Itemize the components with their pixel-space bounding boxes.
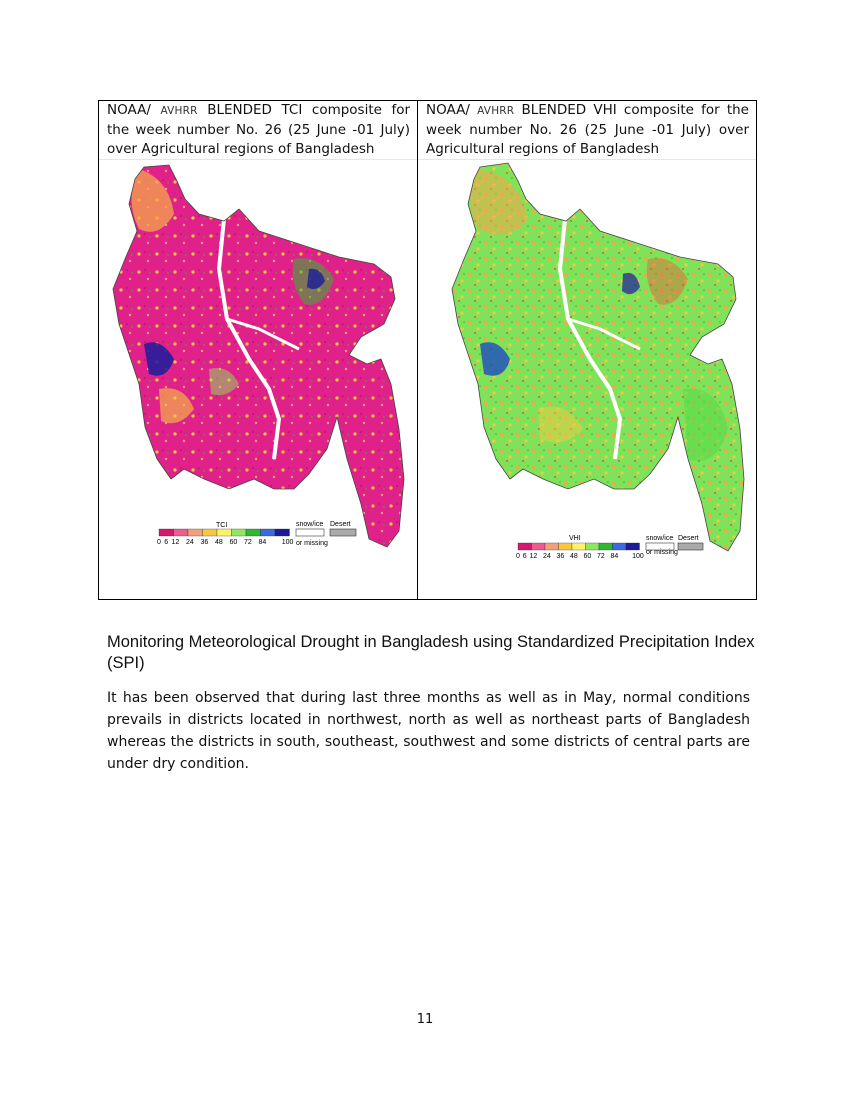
tci-legend-swatch [174, 529, 189, 536]
section-paragraph: It has been observed that during last three months as well as in May, normal conditions prevails in districts located in northwest, north as well as northeast parts of Bangladesh whereas the districts in south, southeast, southwest and some districts of central parts are under dry condition. [107, 690, 750, 772]
vhi-legend-tick: 12 [529, 553, 538, 560]
vhi-legend-tick: 100 [632, 553, 644, 560]
tci-legend-desert: Desert [330, 521, 351, 528]
vhi-legend-tick: 0 [516, 553, 520, 560]
vhi-legend-tick: 6 [522, 553, 527, 560]
vhi-legend-swatch [613, 543, 627, 550]
vhi-cell [418, 101, 756, 599]
vhi-legend-tick: 36 [556, 553, 565, 560]
vhi-legend-swatch [532, 543, 546, 550]
tci-caption-prefix: NOAA/ [107, 102, 151, 118]
tci-caption-text: BLENDED TCI composite for the week number No. 26 (25 June -01 July) over Agricultural regions of Bangladesh [107, 102, 411, 157]
vhi-legend-tick: 48 [570, 553, 578, 560]
vhi-caption-prefix: NOAA/ [426, 102, 470, 118]
section-heading: Monitoring Meteorological Drought in Bangladesh using Standardized Precipitation Index (SPI) [107, 633, 755, 672]
vhi-caption [418, 101, 756, 160]
tci-snow-swatch [296, 529, 324, 536]
tci-legend-title: TCI [216, 522, 228, 529]
vhi-legend-swatch [586, 543, 600, 550]
tci-legend-missing: or missing [296, 540, 328, 547]
tci-legend-swatch [275, 529, 290, 536]
tci-legend [157, 521, 356, 547]
tci-legend-swatch [246, 529, 261, 536]
vhi-legend-tick: 72 [597, 553, 605, 560]
vhi-legend-tick: 60 [583, 553, 592, 560]
tci-legend-tick: 84 [258, 539, 267, 546]
vhi-legend-swatch [572, 543, 586, 550]
tci-map [99, 159, 419, 574]
tci-legend-tick: 24 [186, 539, 194, 546]
tci-legend-swatch [217, 529, 232, 536]
figure-table [98, 100, 757, 600]
vhi-legend-title: VHI [569, 535, 581, 542]
tci-legend-ticks [157, 539, 293, 546]
tci-caption [99, 101, 417, 160]
vhi-legend-swatches [518, 543, 640, 550]
tci-legend-swatch [188, 529, 203, 536]
tci-legend-tick: 60 [229, 539, 238, 546]
vhi-desert-swatch [678, 543, 703, 550]
vhi-legend-missing: or missing [646, 549, 678, 556]
tci-legend-tick: 12 [171, 539, 180, 546]
tci-legend-tick: 100 [281, 539, 294, 546]
vhi-legend-swatch [626, 543, 640, 550]
vhi-caption-text: BLENDED VHI composite for the week number No. 26 (25 June -01 July) over Agricultural regions of Bangladesh [426, 102, 749, 157]
vhi-legend-ticks [516, 553, 644, 560]
vhi-legend-swatch [599, 543, 613, 550]
vhi-legend-swatch [559, 543, 573, 550]
tci-legend-swatch [159, 529, 174, 536]
tci-legend-tick: 36 [200, 539, 209, 546]
tci-legend-swatch [261, 529, 276, 536]
vhi-legend-tick: 84 [610, 553, 619, 560]
tci-legend-tick: 48 [215, 539, 223, 546]
page-number: 11 [416, 1012, 434, 1027]
tci-legend-swatch [203, 529, 218, 536]
vhi-legend-snow: snow/ice [646, 535, 674, 542]
vhi-legend-tick: 24 [543, 553, 551, 560]
vhi-legend-desert: Desert [678, 535, 699, 542]
vhi-map [418, 159, 757, 579]
tci-legend-swatch [232, 529, 247, 536]
tci-legend-tick: 72 [244, 539, 252, 546]
vhi-caption-sensor: AVHRR [477, 105, 515, 117]
tci-legend-tick: 0 [157, 539, 161, 546]
vhi-legend-swatch [518, 543, 532, 550]
tci-legend-tick: 6 [164, 539, 169, 546]
vhi-legend [516, 535, 703, 560]
tci-caption-sensor: AVHRR [160, 105, 198, 117]
tci-cell [99, 101, 418, 599]
vhi-legend-swatch [545, 543, 559, 550]
tci-legend-snow: snow/ice [296, 521, 324, 528]
tci-desert-swatch [330, 529, 356, 536]
tci-legend-swatches [159, 529, 290, 536]
